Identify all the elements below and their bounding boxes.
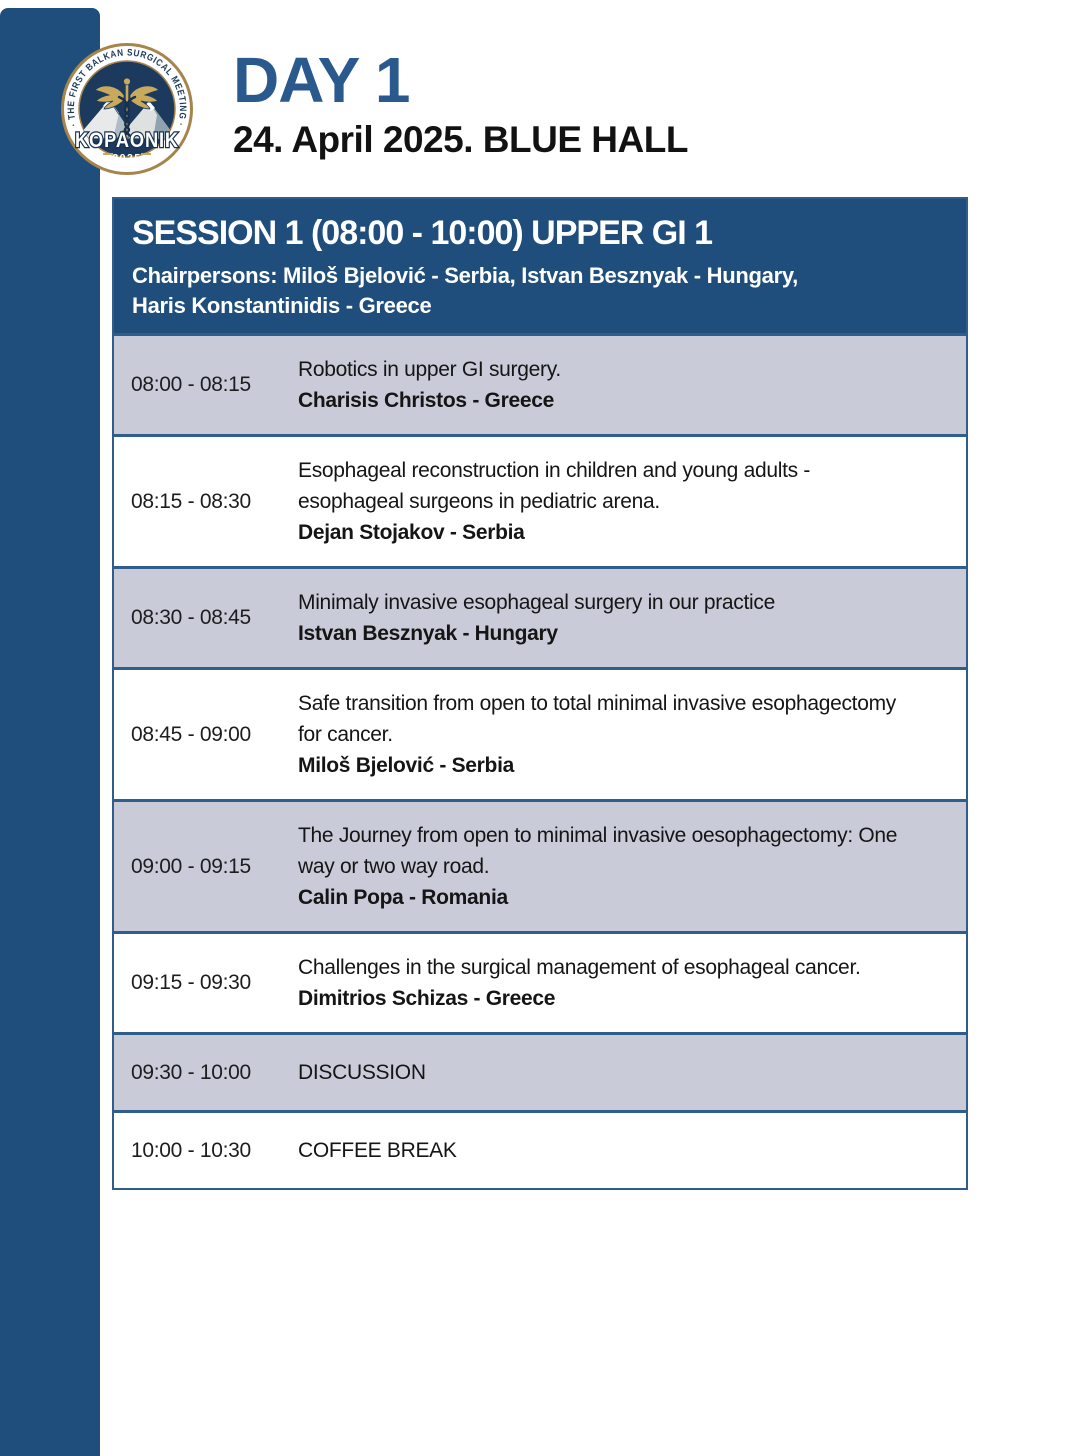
speaker: Istvan Besznyak - Hungary — [298, 622, 558, 645]
time-slot: 10:00 - 10:30 — [131, 1138, 251, 1162]
date-hall-subtitle: 24. April 2025. BLUE HALL — [233, 119, 688, 160]
session-title: SESSION 1 (08:00 - 10:00) UPPER GI 1 — [132, 214, 713, 252]
schedule-row — [114, 931, 966, 1032]
time-slot: 09:15 - 09:30 — [131, 971, 251, 994]
day-title: DAY 1 — [233, 44, 410, 116]
session-header — [114, 199, 966, 333]
schedule-row — [114, 799, 966, 931]
speaker: Dimitrios Schizas - Greece — [298, 987, 556, 1010]
talk-title: The Journey from open to minimal invasive oesophagectomy: One way or two way road. — [298, 824, 898, 878]
time-slot: 08:15 - 08:30 — [131, 489, 251, 513]
schedule-table — [112, 197, 968, 1190]
schedule-row — [114, 1032, 966, 1110]
speaker: Calin Popa - Romania — [298, 886, 508, 909]
logo-wordmark: KOPAONIK — [75, 129, 179, 152]
speaker: Miloš Bjelović - Serbia — [298, 754, 514, 777]
chairpersons-line-2: Haris Konstantinidis - Greece — [132, 293, 432, 318]
time-slot: 08:30 - 08:45 — [131, 606, 251, 629]
masthead — [233, 44, 688, 160]
schedule-row — [114, 333, 966, 434]
time-slot: 08:00 - 08:15 — [131, 373, 251, 396]
logo-ring-text: · THE FIRST BALKAN SURGICAL MEETING · — [65, 47, 189, 129]
speaker: Dejan Stojakov - Serbia — [298, 521, 525, 544]
schedule-row — [114, 434, 966, 566]
talk-title: Safe transition from open to total minimal invasive esophagectomy for cancer. — [298, 692, 896, 746]
chairpersons-line-1: Chairpersons: Miloš Bjelović - Serbia, Istvan Besznyak - Hungary, — [132, 263, 798, 288]
talk-title: DISCUSSION — [298, 1061, 426, 1084]
schedule-row — [114, 667, 966, 799]
talk-title: Challenges in the surgical management of esophageal cancer. — [298, 956, 861, 979]
schedule-row — [114, 566, 966, 667]
talk-title: Minimaly invasive esophageal surgery in our practice — [298, 591, 775, 614]
time-slot: 09:30 - 10:00 — [131, 1060, 251, 1084]
left-accent-bar — [0, 8, 100, 1456]
talk-title: Esophageal reconstruction in children and young adults - esophageal surgeons in pediatric arena. — [298, 459, 811, 513]
talk-title: COFFEE BREAK — [298, 1139, 457, 1162]
schedule-row — [114, 1110, 966, 1188]
talk-title: Robotics in upper GI surgery. — [298, 358, 561, 381]
speaker: Charisis Christos - Greece — [298, 389, 554, 412]
time-slot: 08:45 - 09:00 — [131, 722, 251, 746]
logo-year: 2025 — [112, 152, 142, 164]
time-slot: 09:00 - 09:15 — [131, 854, 251, 878]
kopaonik-meeting-logo — [61, 43, 193, 175]
